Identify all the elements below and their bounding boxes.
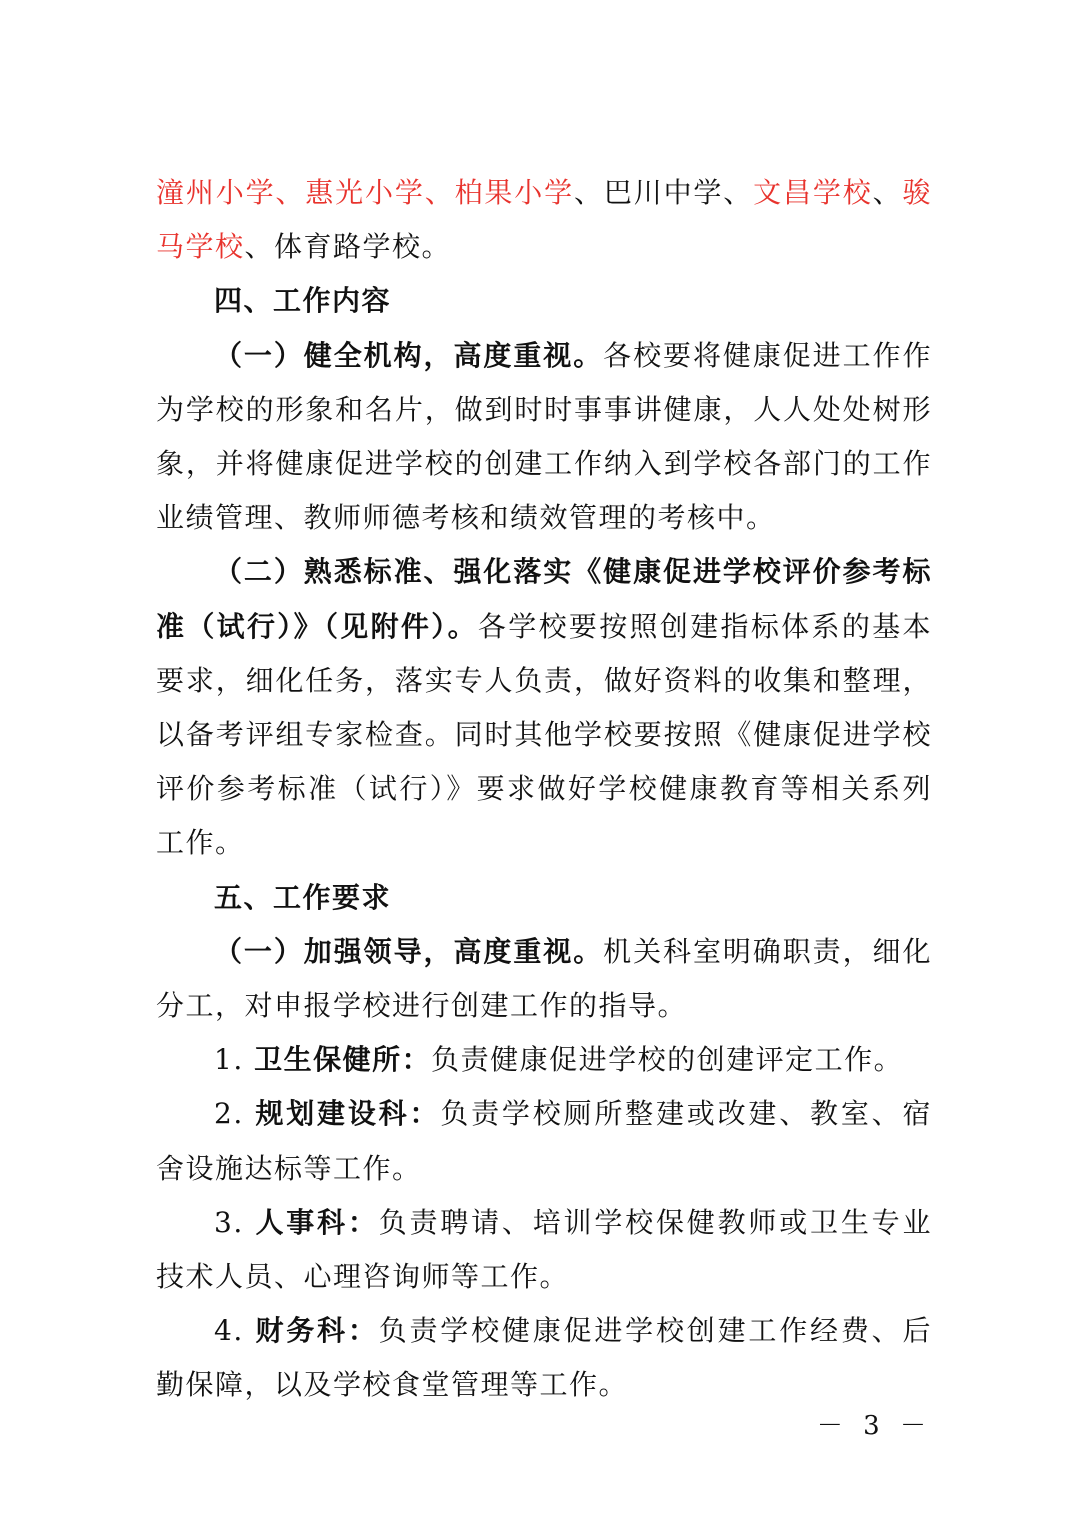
- highlighted-school: 骏马学校: [156, 176, 932, 264]
- item-title: 规划建设科：: [255, 1097, 441, 1131]
- paragraph-standards: [156, 545, 932, 870]
- school-list-paragraph: [156, 166, 932, 274]
- list-item: [156, 1196, 932, 1304]
- school-text: 、体育路学校。: [244, 230, 452, 264]
- item-number: 2.: [214, 1097, 256, 1131]
- section-heading-4: 四、工作内容: [214, 284, 392, 318]
- paragraph-text: 各校要将健康促进工作作为学校的形象和名片，做到时时事事讲健康，人人处处树形象，并将健康促进学校的创建工作纳入到学校各部门的工作业绩管理、教师师德考核和绩效管理的考核中。: [156, 338, 932, 535]
- item-number: 1.: [214, 1043, 255, 1077]
- item-text: 负责学校健康促进学校创建工作经费、后勤保障，以及学校食堂管理等工作。: [156, 1314, 932, 1402]
- school-text: 、巴川中学、: [574, 176, 754, 209]
- list-item: [156, 1033, 932, 1087]
- paragraph-leadership: [156, 925, 932, 1033]
- paragraph-text: 机关科室明确职责，细化分工，对申报学校进行创建工作的指导。: [156, 934, 932, 1023]
- item-title: 卫生保健所：: [254, 1043, 432, 1077]
- page-number: － 3 －: [816, 1411, 932, 1441]
- paragraph-organization: [156, 329, 932, 546]
- paragraph-text: 各学校要按照创建指标体系的基本要求，细化任务，落实专人负责，做好资料的收集和整理，以备考评组专家检查。同时其他学校要按照《健康促进学校评价参考标准（试行）》要求做好学校健康教育等相关系列工作。: [156, 609, 932, 860]
- paragraph-lead: （二）熟悉标准、强化落实《健康促进学校评价参考标准（试行）》（见附件）。: [156, 555, 932, 643]
- highlighted-school: 文昌学校: [753, 176, 873, 209]
- list-item: [156, 1087, 932, 1195]
- item-text: 负责聘请、培训学校保健教师或卫生专业技术人员、心理咨询师等工作。: [156, 1205, 932, 1294]
- paragraph-lead: （一）加强领导，高度重视。: [214, 934, 604, 968]
- item-number: 3.: [214, 1205, 256, 1239]
- paragraph-lead: （一）健全机构，高度重视。: [214, 338, 604, 372]
- item-number: 4.: [214, 1314, 256, 1348]
- highlighted-schools: 潼州小学、惠光小学、柏果小学: [156, 176, 574, 209]
- list-item: [156, 1304, 932, 1412]
- item-text: 负责学校厕所整建或改建、教室、宿舍设施达标等工作。: [156, 1097, 932, 1185]
- separator-text: 、: [872, 176, 903, 209]
- item-title: 人事科：: [255, 1205, 379, 1239]
- document-body: [156, 166, 932, 1413]
- item-text: 负责健康促进学校的创建评定工作。: [431, 1043, 904, 1077]
- item-title: 财务科：: [255, 1314, 379, 1348]
- section-heading-5: 五、工作要求: [214, 880, 392, 914]
